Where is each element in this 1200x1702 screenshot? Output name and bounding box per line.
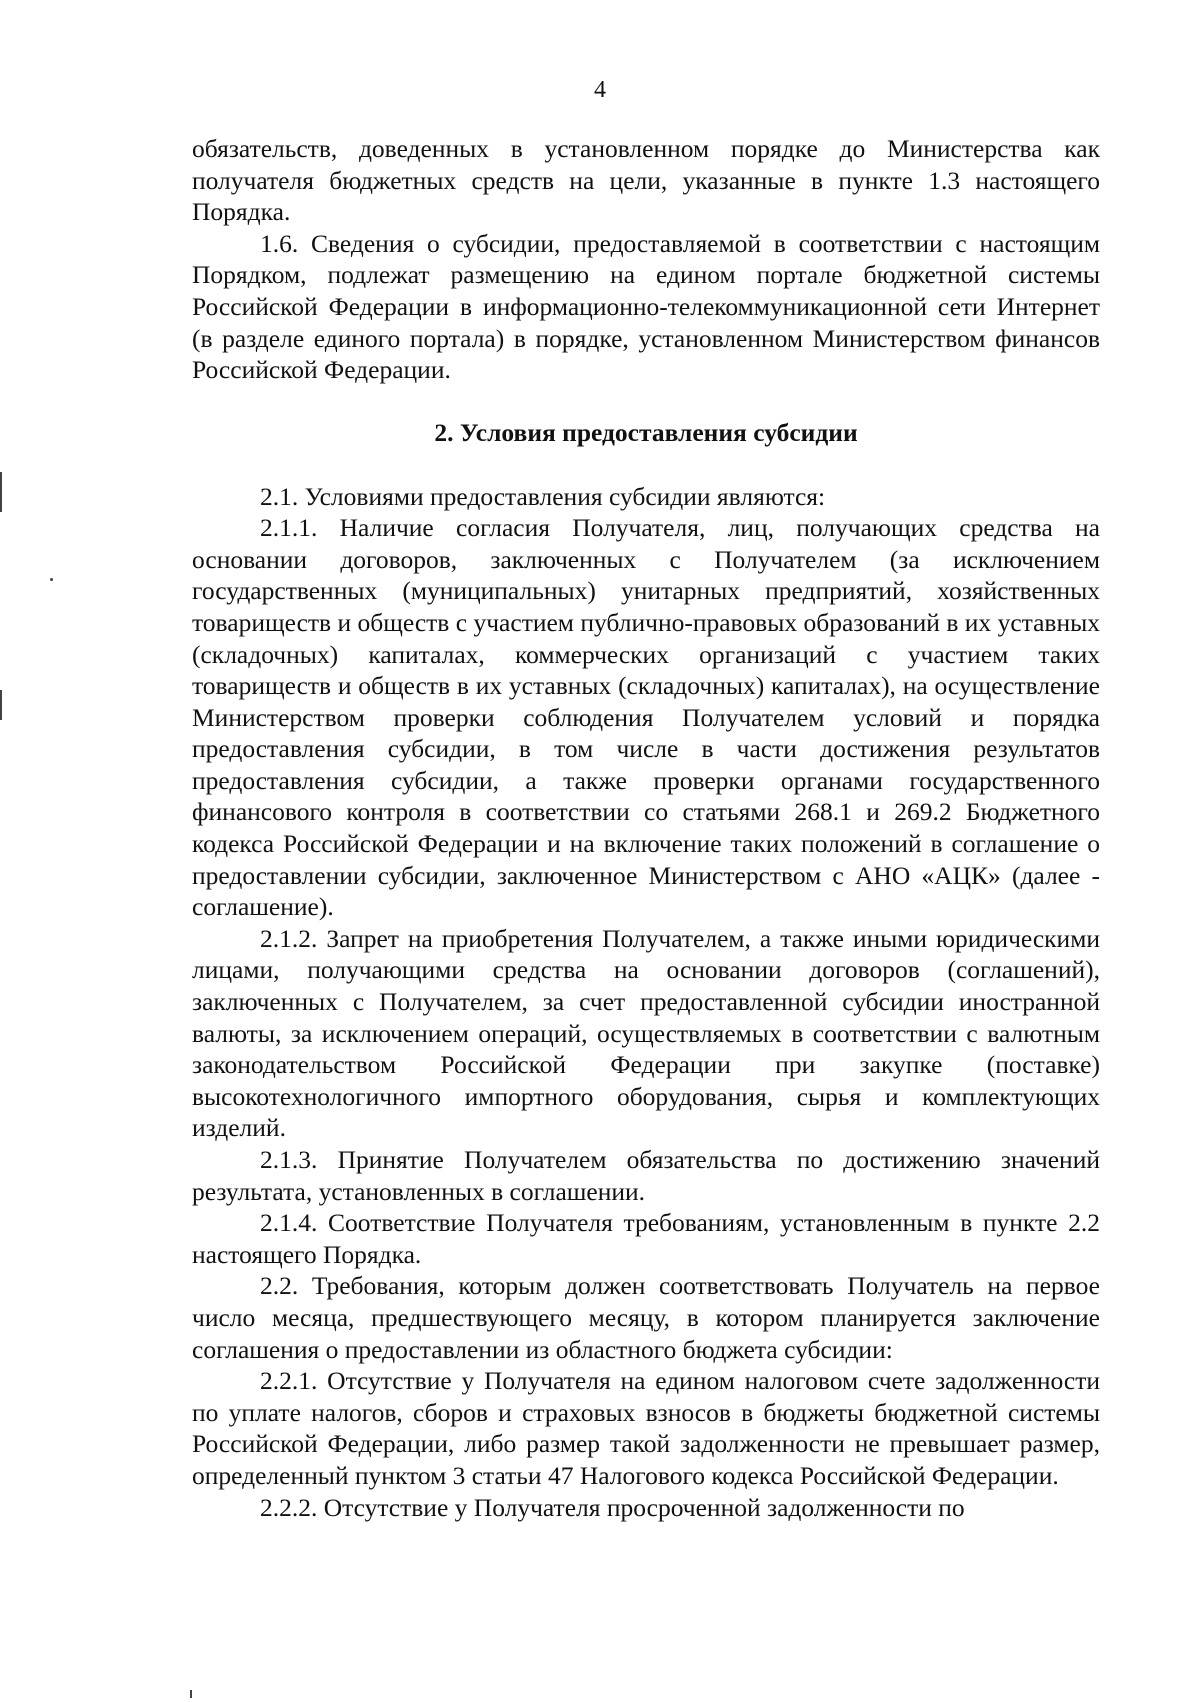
paragraph-2-1-3: 2.1.3. Принятие Получателем обязательства по достижению значений результата, установленных в соглашении.	[192, 1145, 1100, 1206]
paragraph-1-6: 1.6. Сведения о субсидии, предоставляемой в соответствии с настоящим Порядком, подлежат размещению на едином портале бюджетной системы Российской Федерации в информационно-телекоммуникационной сети Интернет (в разделе единого портала) в порядке, установленном Министерством финансов Российской Федерации.	[192, 228, 1100, 385]
paragraph-2-1-4: 2.1.4. Соответствие Получателя требованиям, установленным в пункте 2.2 настоящего Порядка.	[192, 1208, 1100, 1269]
scan-dot-mark	[50, 578, 53, 581]
scan-dot-mark	[190, 1690, 192, 1698]
paragraph-continuation: обязательств, доведенных в установленном порядке до Министерства как получателя бюджетных средств на цели, указанные в пункте 1.3 настоящего Порядка.	[192, 134, 1100, 227]
paragraph-2-2-2: 2.2.2. Отсутствие у Получателя просроченной задолженности по	[260, 1492, 965, 1522]
section-heading-2: 2. Условия предоставления субсидии	[434, 418, 858, 448]
page-number: 4	[594, 77, 606, 103]
paragraph-2-2: 2.2. Требования, которым должен соответствовать Получатель на первое число месяца, предшествующего месяцу, в котором планируется заключение соглашения о предоставлении из областного бюджета субсидии:	[192, 1271, 1100, 1364]
paragraph-2-2-1: 2.2.1. Отсутствие у Получателя на едином налоговом счете задолженности по уплате налогов, сборов и страховых взносов в бюджеты бюджетной системы Российской Федерации, либо размер такой задолженности не превышает размер, определенный пунктом 3 статьи 47 Налогового кодекса Российской Федерации.	[192, 1366, 1100, 1490]
paragraph-2-1: 2.1. Условиями предоставления субсидии являются:	[260, 481, 826, 511]
spacer	[192, 386, 1100, 418]
spacer	[192, 449, 1100, 481]
scan-edge-mark	[0, 690, 2, 720]
paragraph-2-1-1: 2.1.1. Наличие согласия Получателя, лиц, получающих средства на основании договоров, заключенных с Получателем (за исключением государственных (муниципальных) унитарных предприятий, хозяйственных товариществ и обществ с участием публично-правовых образований в их уставных (складочных) капиталах, коммерческих организаций с участием таких товариществ и обществ в их уставных (складочных) капиталах), на осуществление Министерством проверки соблюдения Получателем условий и порядка предоставления субсидии, в том числе в части достижения результатов предоставления субсидии, а также проверки органами государственного финансового контроля в соответствии со статьями 268.1 и 269.2 Бюджетного кодекса Российской Федерации и на включение таких положений в соглашение о предоставлении субсидии, заключенное Министерством с АНО «АЦК» (далее - соглашение).	[192, 513, 1100, 922]
document-body	[192, 133, 1100, 1523]
paragraph-2-1-2: 2.1.2. Запрет на приобретения Получателем, а также иными юридическими лицами, получающими средства на основании договоров (соглашений), заключенных с Получателем, за счет предоставленной субсидии иностранной валюты, за исключением операций, осуществляемых в соответствии с валютным законодательством Российской Федерации при закупке (поставке) высокотехнологичного импортного оборудования, сырья и комплектующих изделий.	[192, 923, 1100, 1143]
scan-edge-mark	[0, 472, 2, 512]
